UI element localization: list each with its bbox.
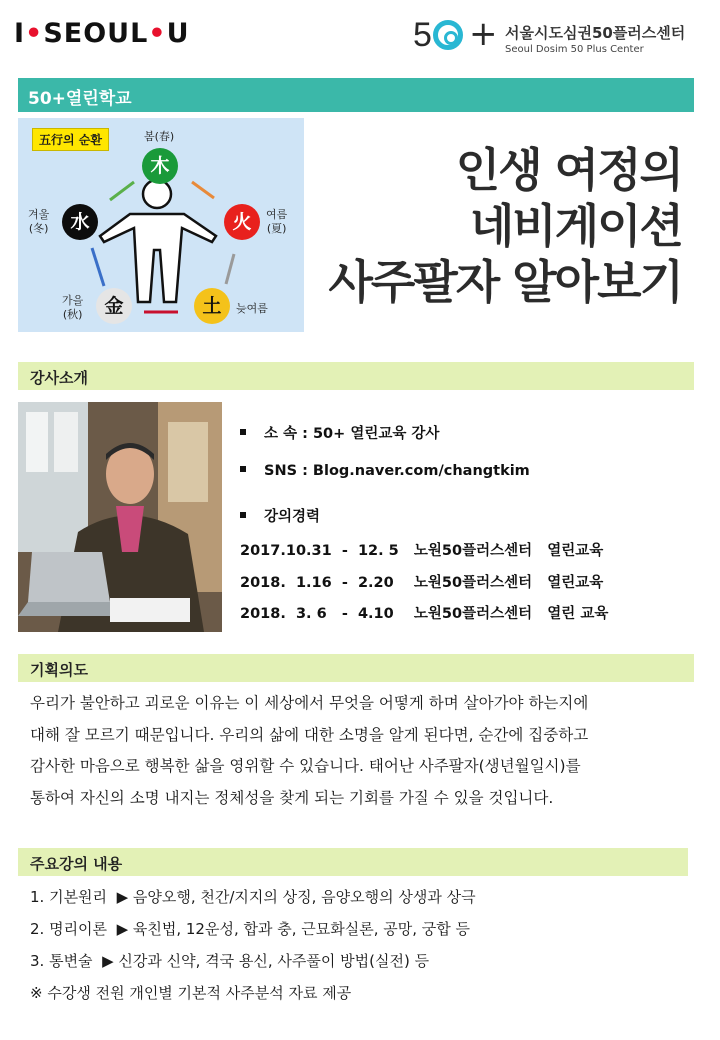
instructor-career-label: 강의경력 (240, 505, 320, 526)
program-bar (18, 78, 694, 112)
water-element: 水 (62, 204, 98, 240)
logo-five: 5 (413, 16, 432, 54)
center-name-english: Seoul Dosim 50 Plus Center (505, 44, 644, 55)
center-logo (413, 10, 713, 66)
lecture-title (310, 142, 682, 310)
logo-oul: OUL (83, 18, 149, 49)
wood-element: 木 (142, 148, 178, 184)
instructor-photo (18, 402, 222, 632)
contents-section-label: 주요강의 내용 (30, 855, 123, 873)
contents-section-bar (18, 848, 688, 876)
earth-element: 土 (194, 288, 230, 324)
diagram-title: 五行의 순환 (32, 128, 109, 151)
label-summer: 여름 (夏) (266, 208, 288, 235)
career-item: 2017.10.31 - 12. 5 노원50플러스센터 열린교육 (240, 543, 604, 559)
content-item: 1. 기본원리 ▶ 음양오행, 천간/지지의 상징, 음양오행의 상생과 상극 (30, 888, 476, 906)
planning-line: 우리가 불안하고 괴로운 이유는 이 세상에서 무엇을 어떻게 하며 살아가야 하는지에 (30, 694, 589, 712)
arrow-fire-earth (226, 254, 234, 284)
planning-section-bar (18, 654, 694, 682)
logo-se: SE (43, 18, 84, 49)
logo-plus: + (469, 14, 498, 54)
seoul-logo (14, 18, 190, 49)
person-figure-icon (100, 180, 216, 302)
metal-element: 金 (96, 288, 132, 324)
title-line-1: 인생 여정의 (455, 143, 682, 197)
arrow-water-wood (110, 182, 134, 200)
instructor-section-bar (18, 362, 694, 390)
five-elements-diagram (18, 118, 304, 332)
label-winter: 겨울 (冬) (28, 208, 50, 235)
planning-line: 통하여 자신의 소명 내지는 정체성을 찾게 되는 기회를 가질 수 있을 것입니다. (30, 788, 554, 807)
logo-u: U (166, 18, 190, 49)
label-autumn: 가을 (秋) (62, 294, 84, 321)
fire-element: 火 (224, 204, 260, 240)
bullet-icon (240, 429, 246, 435)
label-late-summer: 늦여름 (236, 302, 268, 315)
instructor-sns: SNS : Blog.naver.com/changtkim (240, 463, 530, 479)
title-line-2: 네비게이션 (469, 199, 682, 253)
label-spring: 봄(春) (144, 130, 175, 143)
logo-dot-2: • (148, 18, 167, 49)
instructor-affiliation: 소 속 : 50+ 열린교육 강사 (240, 422, 439, 443)
content-note: ※ 수강생 전원 개인별 기본적 사주분석 자료 제공 (30, 984, 352, 1002)
program-label: 50+열린학교 (28, 89, 132, 109)
planning-line: 감사한 마음으로 행복한 삶을 영위할 수 있습니다. 태어난 사주팔자(생년월일시)를 (30, 757, 581, 775)
bullet-icon (240, 466, 246, 472)
content-item: 3. 통변술 ▶ 신강과 신약, 격국 용신, 사주풀이 방법(실전) 등 (30, 952, 430, 970)
center-name-korean: 서울시도심권50플러스센터 (505, 24, 686, 42)
instructor-section-label: 강사소개 (30, 369, 88, 387)
logo-i: I (14, 18, 26, 49)
planning-section-label: 기획의도 (30, 661, 88, 679)
logo-dot: • (25, 18, 44, 49)
career-item: 2018. 1.16 - 2.20 노원50플러스센터 열린교육 (240, 575, 604, 591)
career-item: 2018. 3. 6 - 4.10 노원50플러스센터 열린 교육 (240, 606, 609, 622)
title-line-3: 사주팔자 알아보기 (328, 255, 682, 309)
bullet-icon (240, 512, 246, 518)
planning-line: 대해 잘 모르기 때문입니다. 우리의 삶에 대한 소명을 알게 된다면, 순간에 집중하고 (30, 725, 589, 744)
arrow-wood-fire (192, 182, 214, 198)
content-item: 2. 명리이론 ▶ 육친법, 12운성, 합과 충, 근묘화실론, 공망, 궁합 등 (30, 920, 471, 938)
arrow-metal-water (92, 248, 104, 286)
planning-paragraph (30, 688, 690, 814)
logo-ring-icon (433, 20, 463, 50)
